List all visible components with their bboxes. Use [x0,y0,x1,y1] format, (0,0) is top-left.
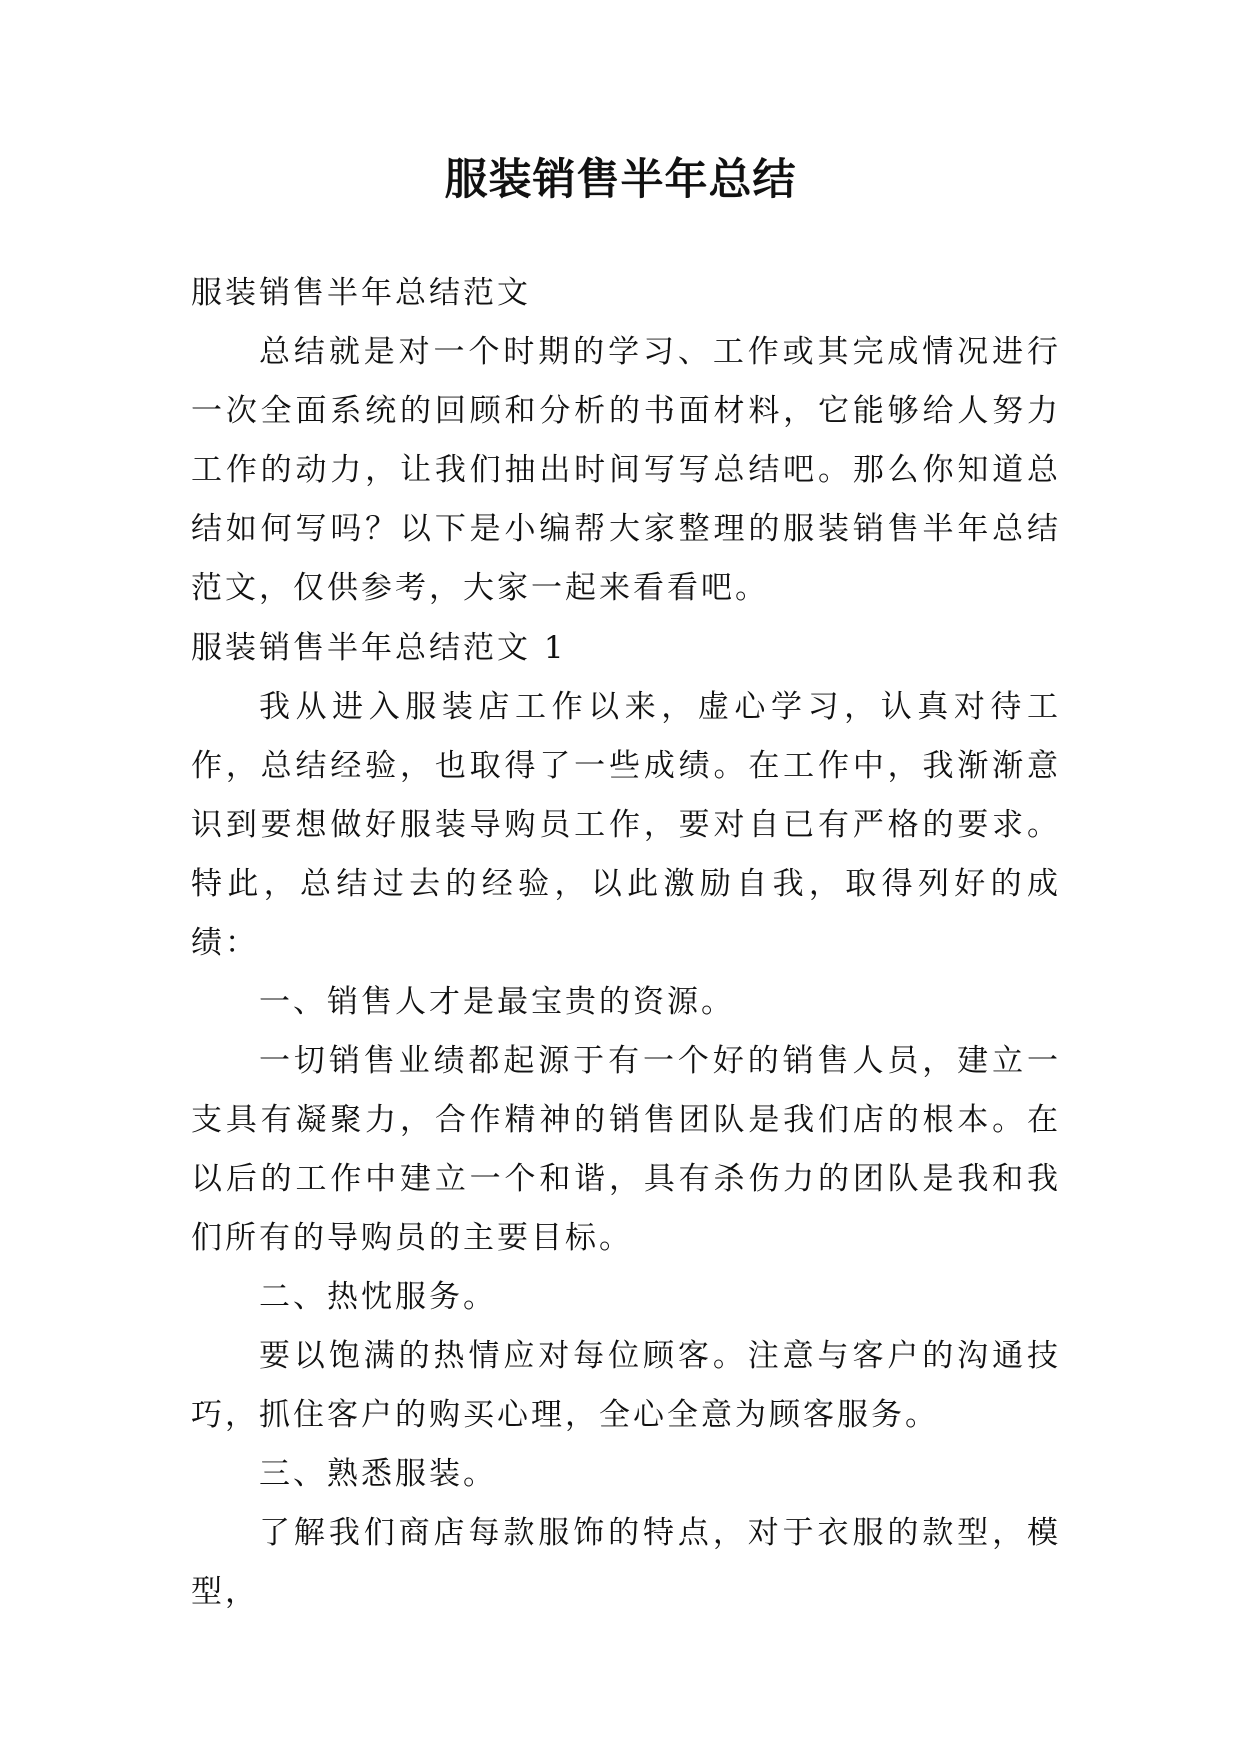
point1-text: 一切销售业绩都起源于有一个好的销售人员，建立一支具有凝聚力，合作精神的销售团队是我们店的根本。在以后的工作中建立一个和谐，具有杀伤力的团队是我和我们所有的导购员的主要目标。 [191,1043,1061,1256]
point3-title: 三、熟悉服装。 [259,1456,497,1492]
section1-heading: 服装销售半年总结范文 1 [191,630,567,666]
section-1 [191,619,1061,1622]
intro-paragraph: 总结就是对一个时期的学习、工作或其完成情况进行一次全面系统的回顾和分析的书面材料，它能够给人努力工作的动力，让我们抽出时间写写总结吧。那么你知道总结如何写吗？以下是小编帮大家整理的服装销售半年总结范文，仅供参考，大家一起来看看吧。 [191,334,1061,606]
point3-text: 了解我们商店每款服饰的特点，对于衣服的款型，模型， [191,1515,1061,1610]
point1-title: 一、销售人才是最宝贵的资源。 [259,984,735,1020]
point2-title: 二、热忱服务。 [259,1279,497,1315]
section1-paragraph: 我从进入服装店工作以来，虚心学习，认真对待工作，总结经验，也取得了一些成绩。在工作中，我渐渐意识到要想做好服装导购员工作，要对自已有严格的要求。特此，总结过去的经验，以此激励自我，取得列好的成绩： [191,689,1061,961]
point2-text: 要以饱满的热情应对每位顾客。注意与客户的沟通技巧，抓住客户的购买心理，全心全意为顾客服务。 [191,1338,1061,1433]
intro-heading: 服装销售半年总结范文 [191,275,531,311]
intro-section [191,264,1061,618]
document-title: 服装销售半年总结 [444,155,797,205]
